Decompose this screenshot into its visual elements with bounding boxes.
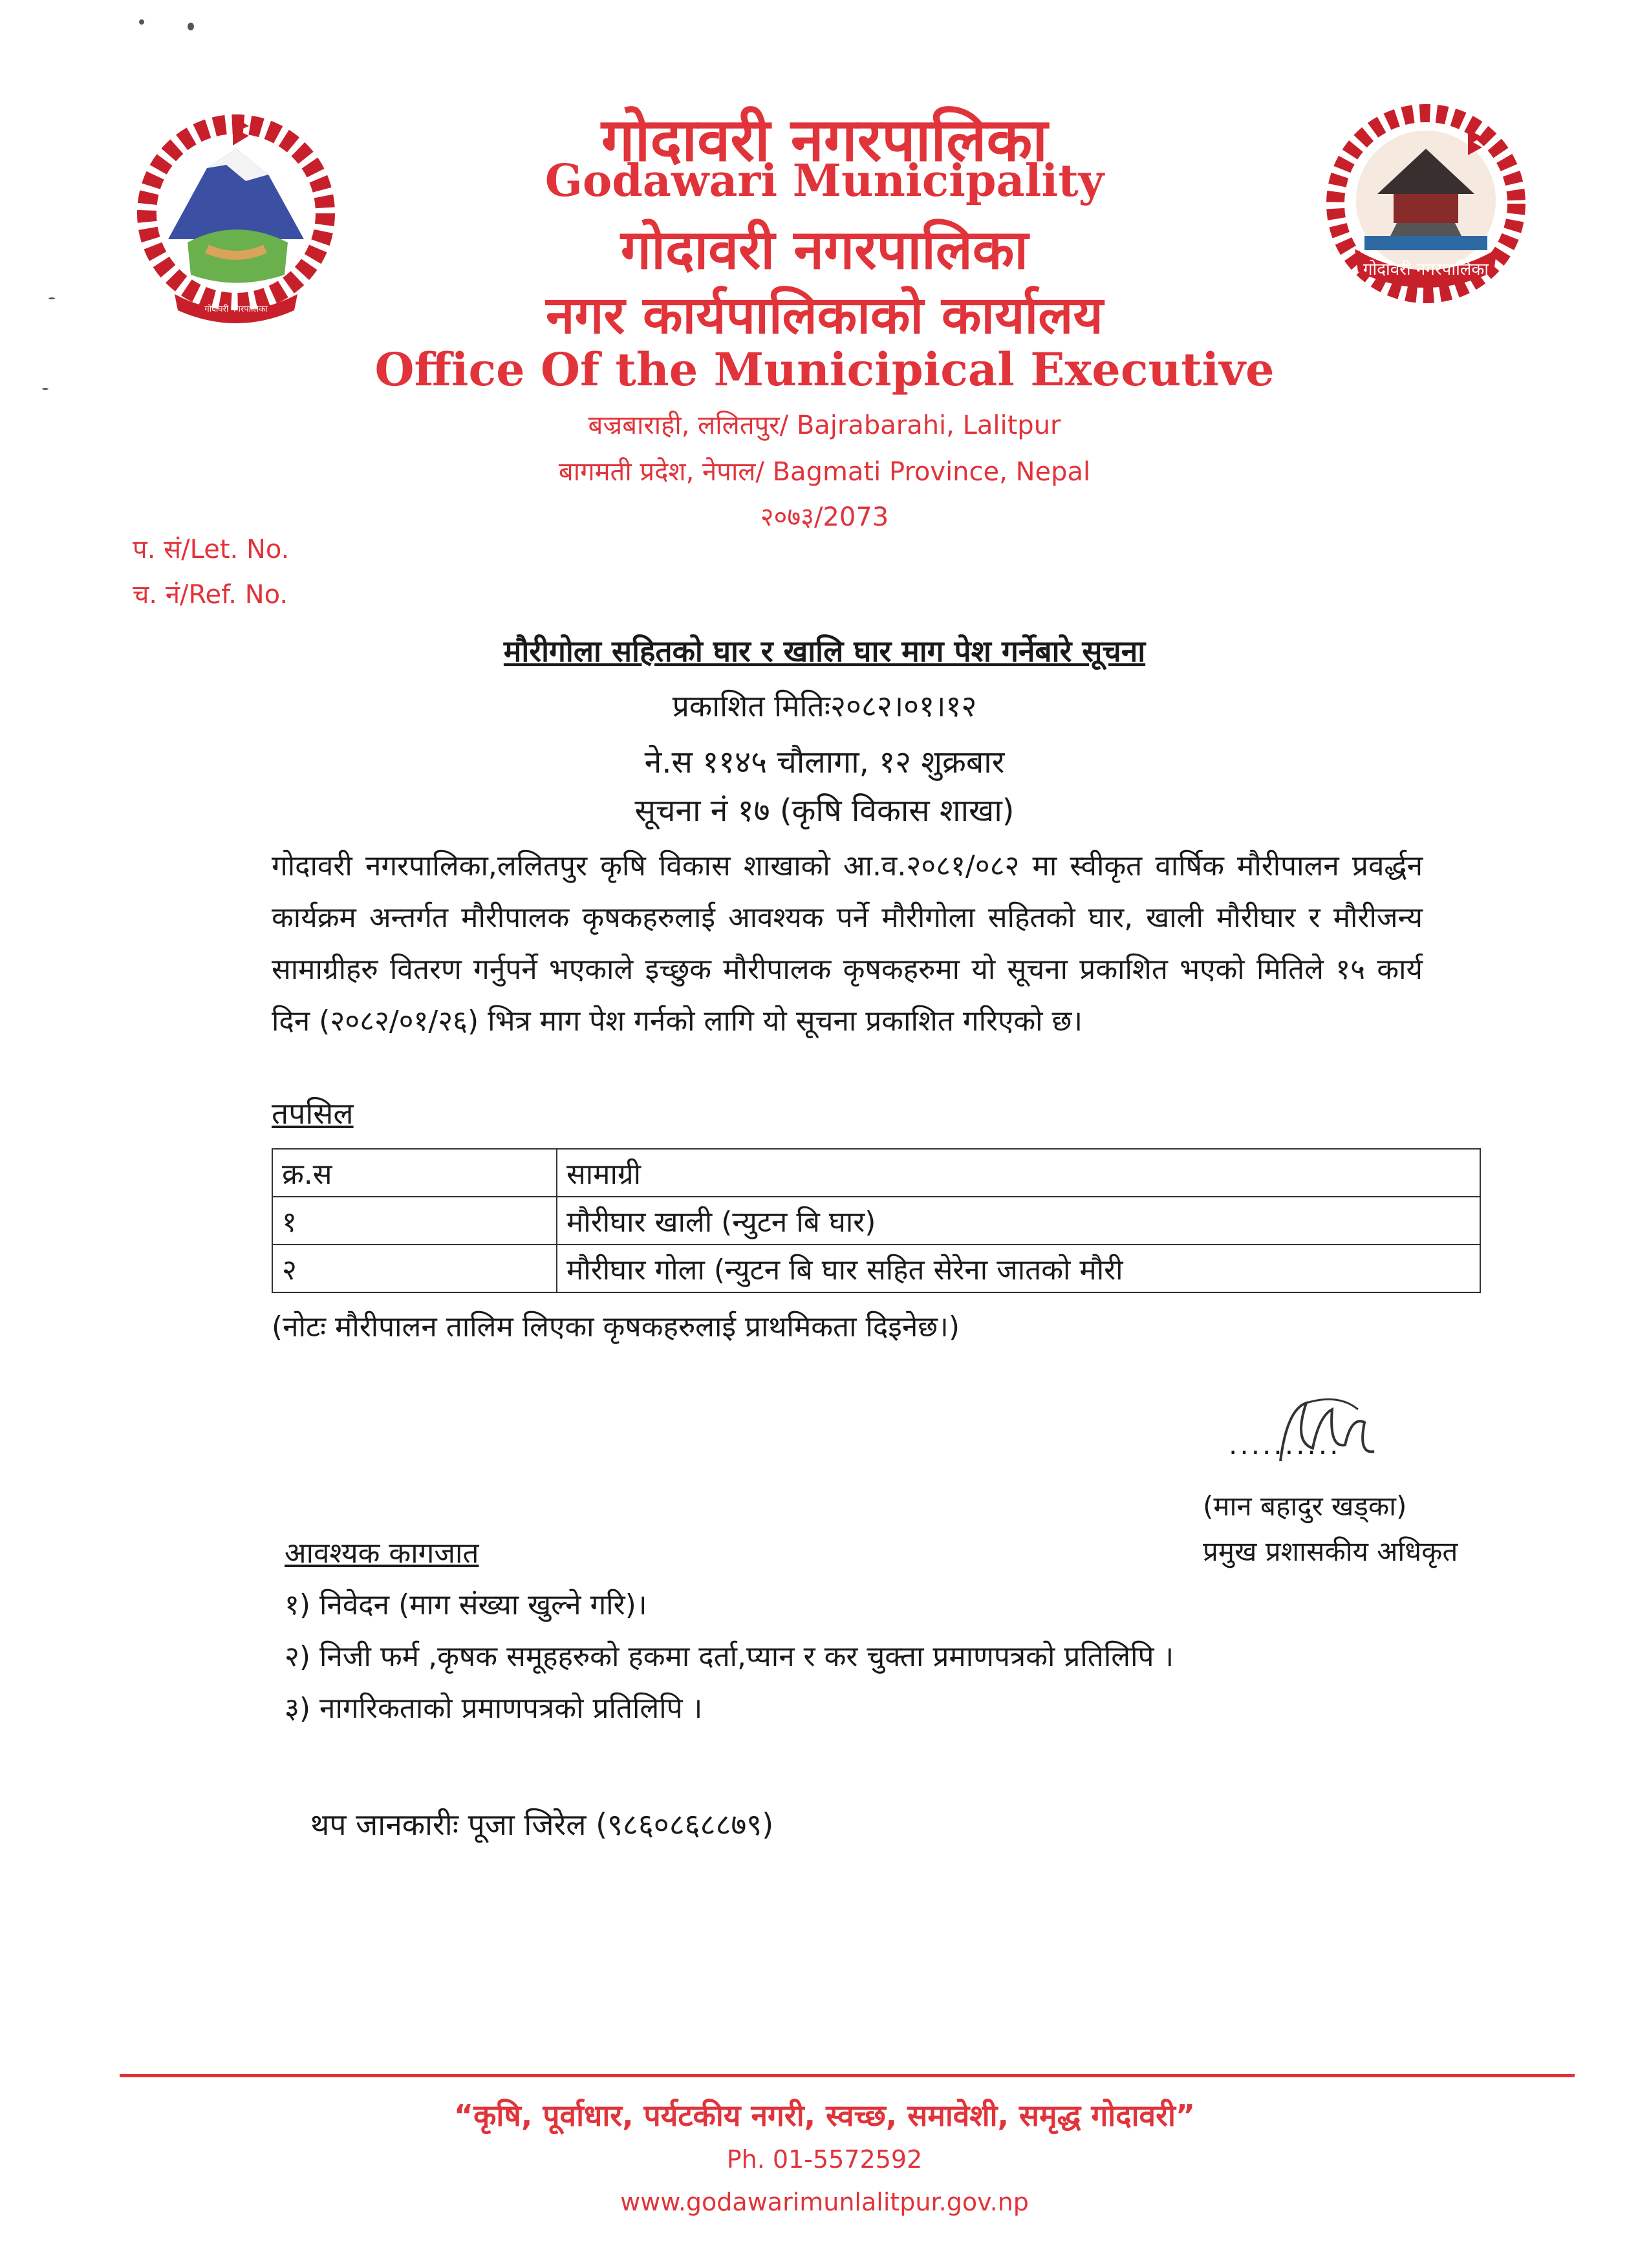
- list-item: ३) नागरिकताको प्रमाणपत्रको प्रतिलिपि ।: [285, 1692, 703, 1725]
- required-documents-heading: आवश्यक कागजात: [285, 1537, 479, 1570]
- table-row: [272, 1197, 1480, 1245]
- table-cell-serial: २: [272, 1245, 557, 1292]
- contact-info: थप जानकारीः पूजा जिरेल (९८६०८६८८७९): [310, 1807, 774, 1842]
- signatory-title: प्रमुख प्रशासकीय अधिकृत: [1203, 1535, 1458, 1567]
- footer-slogan: “कृषि, पूर्वाधार, पर्यटकीय नगरी, स्वच्छ, समावेशी, समृद्ध गोदावरी”: [453, 2098, 1196, 2133]
- footer-divider: [120, 2074, 1575, 2077]
- address-line-2: बागमती प्रदेश, नेपाल/ Bagmati Province, Nepal: [558, 457, 1091, 487]
- left-logo-text: गोदावरी नगरपालिका: [204, 305, 268, 314]
- footer-phone: Ph. 01-5572592: [726, 2145, 923, 2174]
- table-cell-serial: १: [272, 1197, 557, 1245]
- signatory-name: (मान बहादुर खड्का): [1203, 1490, 1407, 1522]
- municipality-name-english: Godawari Municipality: [544, 155, 1105, 207]
- reference-number-label: च. नं/Ref. No.: [133, 580, 288, 610]
- table-header-material: सामाग्री: [557, 1149, 1480, 1197]
- nepal-sambat-date: ने.स ११४५ चौलागा, १२ शुक्रबार: [644, 744, 1005, 780]
- table-row: [272, 1245, 1480, 1292]
- table-cell-material: मौरीघार खाली (न्युटन बि घार): [557, 1197, 1480, 1245]
- list-item: १) निवेदन (माग संख्या खुल्ने गरि)।: [285, 1589, 647, 1621]
- details-heading: तपसिल: [272, 1096, 354, 1131]
- published-date: प्रकाशित मितिः२०८२।०१।१२: [672, 689, 977, 723]
- office-name-devanagari: नगर कार्यपालिकाको कार्यालय: [546, 285, 1103, 345]
- items-table: [272, 1148, 1481, 1293]
- established-year: २०७३/2073: [760, 502, 889, 532]
- municipality-name-newari: गोदावरी नगरपालिका: [620, 218, 1029, 281]
- letter-number-label: प. सं/Let. No.: [133, 535, 290, 564]
- right-logo-text: गोदावरी नगरपालिका: [1363, 260, 1489, 279]
- municipality-name-devanagari: गोदावरी नगरपालिका: [601, 105, 1048, 175]
- scan-speck: [139, 19, 144, 25]
- table-header-row: [272, 1149, 1480, 1197]
- notice-title: मौरीगोला सहितको घार र खालि घार माग पेश गर्नेबारे सूचना: [503, 634, 1146, 669]
- address-line-1: बज्रबाराही, ललितपुर/ Bajrabarahi, Lalitpur: [588, 411, 1061, 440]
- notice-body: गोदावरी नगरपालिका,ललितपुर कृषि विकास शाखाको आ.व.२०८१/०८२ मा स्वीकृत वार्षिक मौरीपालन प्रवर्द्धन कार्यक्रम अन्तर्गत मौरीपालक कृषकहरुलाई आवश्यक पर्ने मौरीगोला सहितको घार, खाली मौरीघार र मौरीजन्य सामाग्रीहरु वितरण गर्नुपर्ने भएकाले इच्छुक मौरीपालक कृषकहरुमा यो सूचना प्रकाशित भएको मितिले १५ कार्य दिन (२०८२/०१/२६) भित्र माग पेश गर्नको लागि यो सूचना प्रकाशित गरिएको छ।: [272, 850, 1423, 1038]
- list-item: २) निजी फर्म ,कृषक समूहहरुको हकमा दर्ता,प्यान र कर चुक्ता प्रमाणपत्रको प्रतिलिपि ।: [285, 1640, 1174, 1673]
- scan-speck: [188, 23, 194, 30]
- notice-number: सूचना नं १७ (कृषि विकास शाखा): [634, 793, 1015, 829]
- footer-website-link[interactable]: www.godawarimunlalitpur.gov.np: [620, 2188, 1029, 2216]
- office-name-english: Office Of the Municipical Executive: [374, 343, 1275, 396]
- table-header-serial: क्र.स: [272, 1149, 557, 1197]
- signature-line: ..........: [1229, 1429, 1341, 1460]
- priority-note: (नोटः मौरीपालन तालिम लिएका कृषकहरुलाई प्राथमिकता दिइनेछ।): [272, 1311, 960, 1343]
- table-cell-material: मौरीघार गोला (न्युटन बि घार सहित सेरेना जातको मौरी: [557, 1245, 1480, 1292]
